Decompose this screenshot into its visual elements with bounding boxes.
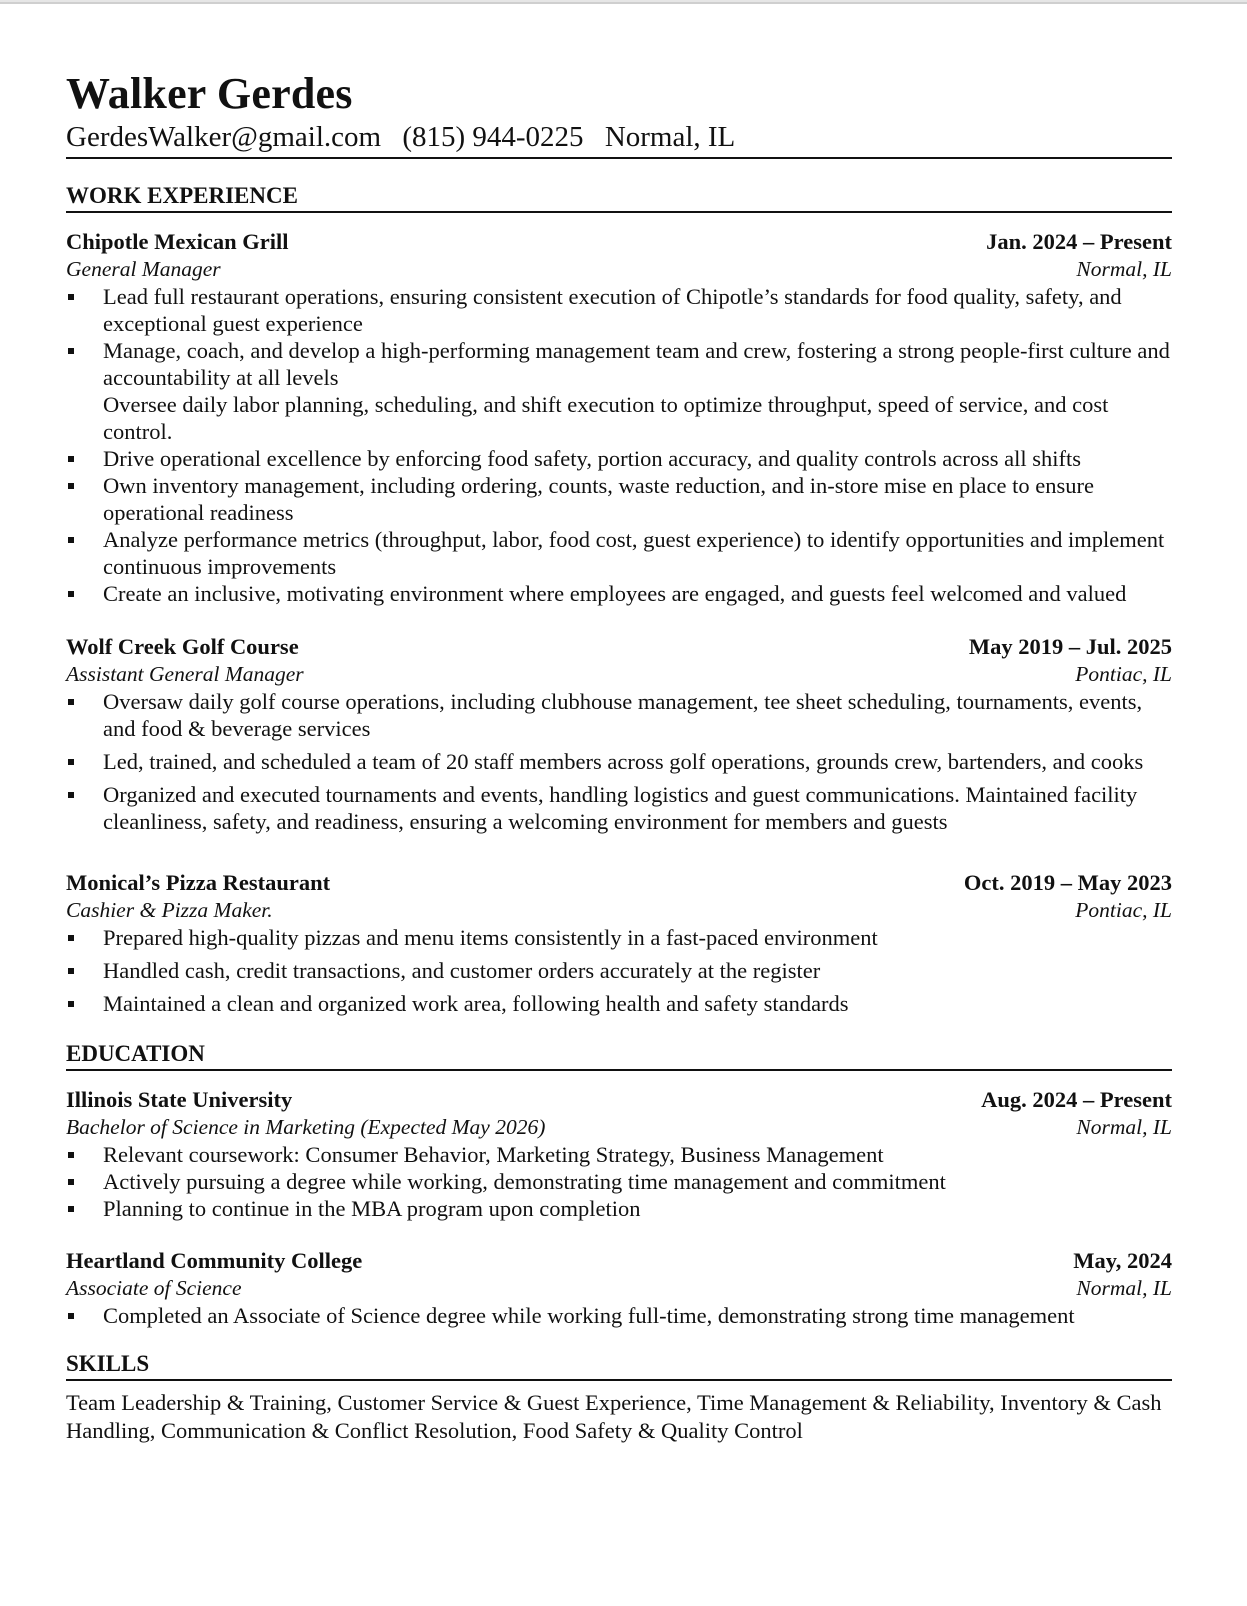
education-entry-isu xyxy=(66,1085,1172,1222)
list-item: Lead full restaurant operations, ensuring consistent execution of Chipotle’s standards for food quality, safety, and exceptional guest experience xyxy=(66,283,1172,337)
work-dates: Oct. 2019 – May 2023 xyxy=(963,870,1172,895)
contact-location: Normal, IL xyxy=(604,121,736,153)
top-border xyxy=(0,2,1247,4)
work-entry-chipotle xyxy=(66,227,1172,607)
list-item: Handled cash, credit transactions, and customer orders accurately at the register xyxy=(66,957,1172,984)
list-item: Own inventory management, including ordering, counts, waste reduction, and in-store mise en place to ensure operational readiness xyxy=(66,472,1172,526)
list-item: Manage, coach, and develop a high-performing management team and crew, fostering a strong people-first culture and accountability at all levels xyxy=(66,337,1172,391)
list-item: Analyze performance metrics (throughput, labor, food cost, guest experience) to identify opportunities and implement continuous improvements xyxy=(66,526,1172,580)
work-bullets xyxy=(66,688,1172,835)
list-item: Oversee daily labor planning, scheduling, and shift execution to optimize throughput, speed of service, and cost control. xyxy=(103,392,1109,444)
education-org: Illinois State University xyxy=(66,1087,293,1112)
list-item: Actively pursuing a degree while working, demonstrating time management and commitment xyxy=(66,1168,1172,1195)
education-bullets xyxy=(66,1141,1172,1222)
list-item: Prepared high-quality pizzas and menu items consistently in a fast-paced environment xyxy=(66,924,1172,951)
candidate-name: Walker Gerdes xyxy=(66,69,353,118)
list-item: Planning to continue in the MBA program upon completion xyxy=(66,1195,1172,1222)
work-entry-monicals xyxy=(66,868,1172,1017)
education-org: Heartland Community College xyxy=(66,1248,363,1273)
work-location: Pontiac, IL xyxy=(1075,898,1172,922)
work-dates: Jan. 2024 – Present xyxy=(986,229,1172,254)
education-entry-heartland xyxy=(66,1246,1172,1329)
education-dates: May, 2024 xyxy=(1073,1248,1172,1273)
education-location: Normal, IL xyxy=(1076,1276,1172,1300)
education-dates: Aug. 2024 – Present xyxy=(981,1087,1172,1112)
list-item: Drive operational excellence by enforcing food safety, portion accuracy, and quality controls across all shifts xyxy=(66,445,1172,472)
section-title-education: EDUCATION xyxy=(66,1039,1172,1071)
education-bullets xyxy=(66,1302,1172,1329)
work-location: Pontiac, IL xyxy=(1075,662,1172,686)
work-bullets xyxy=(66,283,1172,607)
work-role: General Manager xyxy=(66,257,221,281)
list-item: Led, trained, and scheduled a team of 20 staff members across golf operations, grounds crew, bartenders, and cooks xyxy=(66,748,1172,775)
work-org: Monical’s Pizza Restaurant xyxy=(66,870,331,895)
education-location: Normal, IL xyxy=(1076,1115,1172,1139)
list-item: Organized and executed tournaments and events, handling logistics and guest communications. Maintained facility cleanliness, safety, and readiness, ensuring a welcoming environment for members and guests xyxy=(66,781,1172,835)
work-org: Wolf Creek Golf Course xyxy=(66,634,299,659)
contact-phone: (815) 944-0225 xyxy=(402,121,584,153)
work-org: Chipotle Mexican Grill xyxy=(66,229,289,254)
section-title-work: WORK EXPERIENCE xyxy=(66,181,1172,213)
resume-page xyxy=(0,2,1247,1606)
list-item: Maintained a clean and organized work area, following health and safety standards xyxy=(66,990,1172,1017)
work-role: Cashier & Pizza Maker. xyxy=(66,898,273,922)
list-item: Oversaw daily golf course operations, including clubhouse management, tee sheet scheduling, tournaments, events, and food & beverage services xyxy=(66,688,1172,742)
skills-list: Team Leadership & Training, Customer Service & Guest Experience, Time Management & Reliability, Inventory & Cash Handling, Communication & Conflict Resolution, Food Safety & Quality Control xyxy=(66,1390,1162,1443)
work-location: Normal, IL xyxy=(1076,257,1172,281)
education-degree: Associate of Science xyxy=(66,1276,242,1300)
work-role: Assistant General Manager xyxy=(66,662,304,686)
work-dates: May 2019 – Jul. 2025 xyxy=(968,634,1172,659)
list-item: Relevant coursework: Consumer Behavior, Marketing Strategy, Business Management xyxy=(66,1141,1172,1168)
work-bullets xyxy=(66,924,1172,1017)
education-degree: Bachelor of Science in Marketing (Expected May 2026) xyxy=(66,1115,546,1139)
contact-email[interactable]: GerdesWalker@gmail.com xyxy=(66,121,382,153)
work-entry-wolf-creek xyxy=(66,632,1172,835)
list-item: Create an inclusive, motivating environment where employees are engaged, and guests feel welcomed and valued xyxy=(66,580,1172,607)
list-item: Completed an Associate of Science degree while working full-time, demonstrating strong time management xyxy=(66,1302,1172,1329)
resume-content xyxy=(66,68,1172,1445)
contact-line xyxy=(66,120,1172,159)
section-title-skills: SKILLS xyxy=(66,1349,1172,1381)
